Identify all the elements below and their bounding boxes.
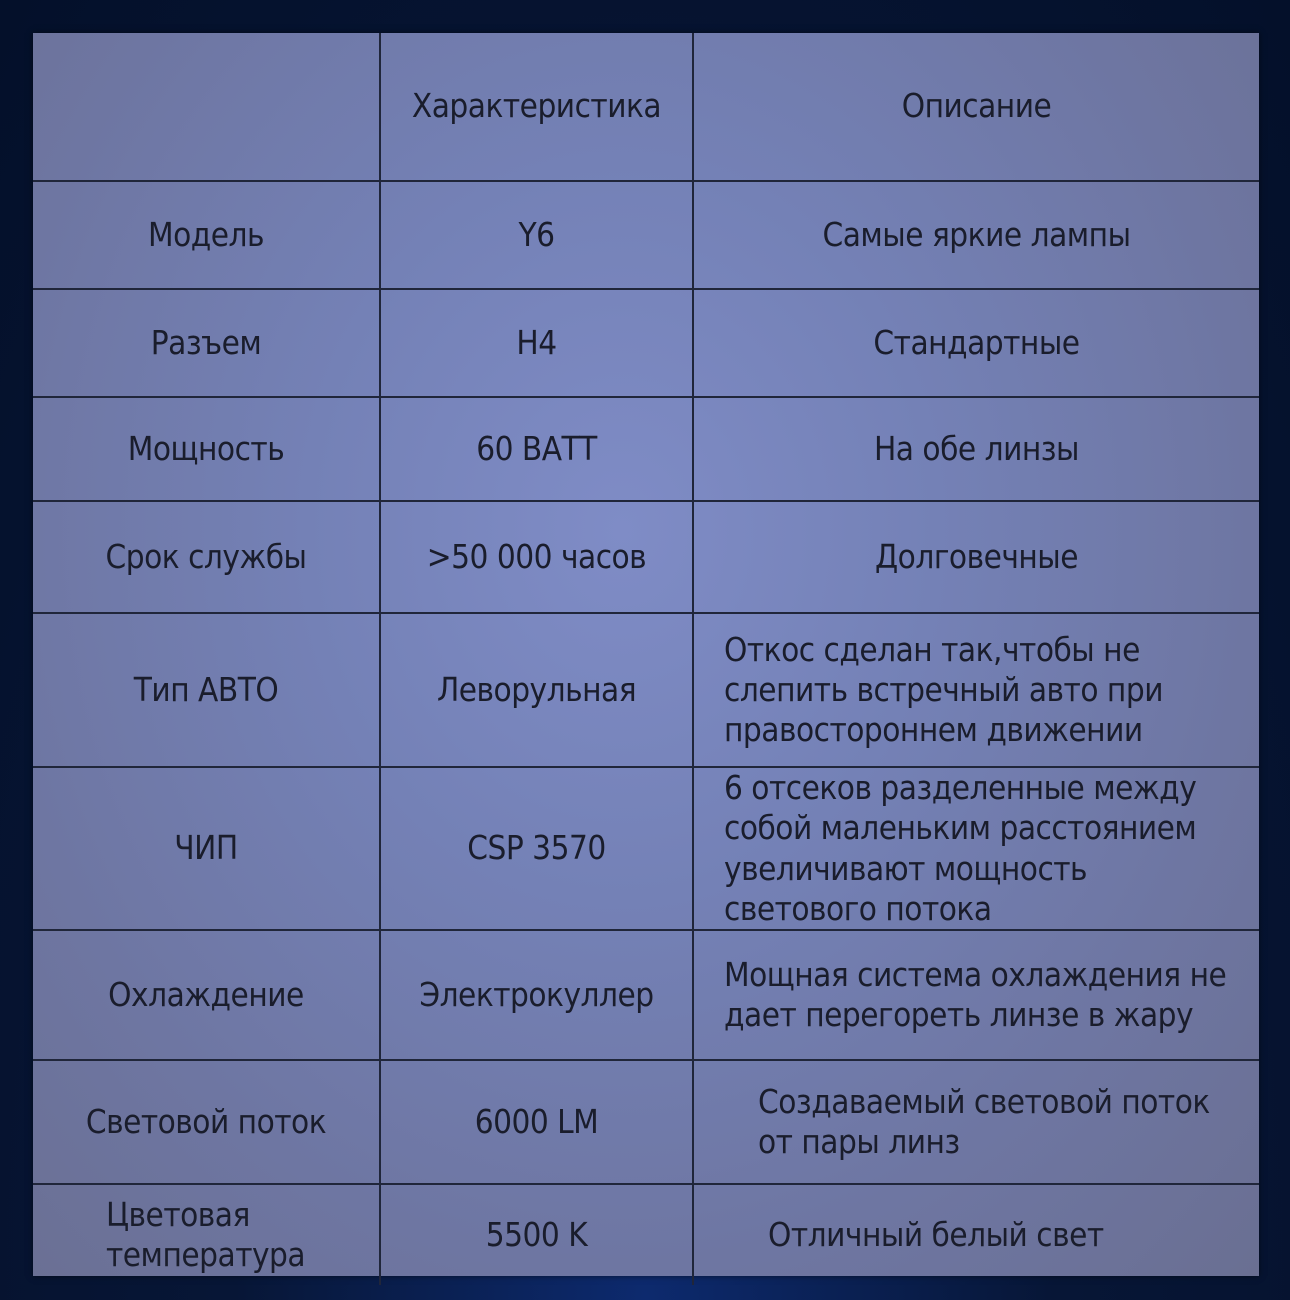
row-description: Отличный белый свет: [693, 1184, 1259, 1285]
row-description: Самые яркие лампы: [693, 181, 1259, 289]
table-row: [33, 181, 1259, 289]
header-cell-empty: [33, 33, 380, 181]
table-row: [33, 1060, 1259, 1184]
table-row: [33, 613, 1259, 767]
table-row: [33, 930, 1259, 1060]
row-value: 6000 LM: [380, 1060, 693, 1184]
header-description: Описание: [693, 33, 1259, 181]
header-characteristic: Характеристика: [380, 33, 693, 181]
row-name: Разъем: [33, 289, 380, 397]
table-row: [33, 1184, 1259, 1285]
row-name: Тип АВТО: [33, 613, 380, 767]
spec-table-panel: [33, 33, 1259, 1276]
row-description: Создаваемый световой поток от пары линз: [693, 1060, 1259, 1184]
row-name: Модель: [33, 181, 380, 289]
row-description: 6 отсеков разделенные между собой маленьким расстоянием увеличивают мощность светового потока: [693, 767, 1259, 930]
row-name: Цветовая температура: [106, 1194, 306, 1274]
row-description: Стандартные: [693, 289, 1259, 397]
row-name: Срок службы: [33, 501, 380, 613]
row-description: Откос сделан так,чтобы не слепить встречный авто при правостороннем движении: [693, 613, 1259, 767]
table-row: [33, 289, 1259, 397]
row-value: 5500 K: [380, 1184, 693, 1285]
row-description: Долговечные: [693, 501, 1259, 613]
row-value: >50 000 часов: [380, 501, 693, 613]
row-value: Леворульная: [380, 613, 693, 767]
spec-table: [33, 33, 1259, 1285]
row-value: Y6: [380, 181, 693, 289]
row-name: Охлаждение: [33, 930, 380, 1060]
row-description: На обе линзы: [693, 397, 1259, 501]
row-name: Световой поток: [33, 1060, 380, 1184]
table-row: [33, 767, 1259, 930]
table-row: [33, 397, 1259, 501]
table-header-row: [33, 33, 1259, 181]
table-row: [33, 501, 1259, 613]
row-name: Мощность: [33, 397, 380, 501]
row-value: Электрокуллер: [380, 930, 693, 1060]
row-description: Мощная система охлаждения не дает перегореть линзе в жару: [693, 930, 1259, 1060]
row-value: 60 ВАТТ: [380, 397, 693, 501]
row-value: CSP 3570: [380, 767, 693, 930]
row-name: ЧИП: [33, 767, 380, 930]
row-name-cell: [33, 1184, 380, 1285]
row-value: H4: [380, 289, 693, 397]
